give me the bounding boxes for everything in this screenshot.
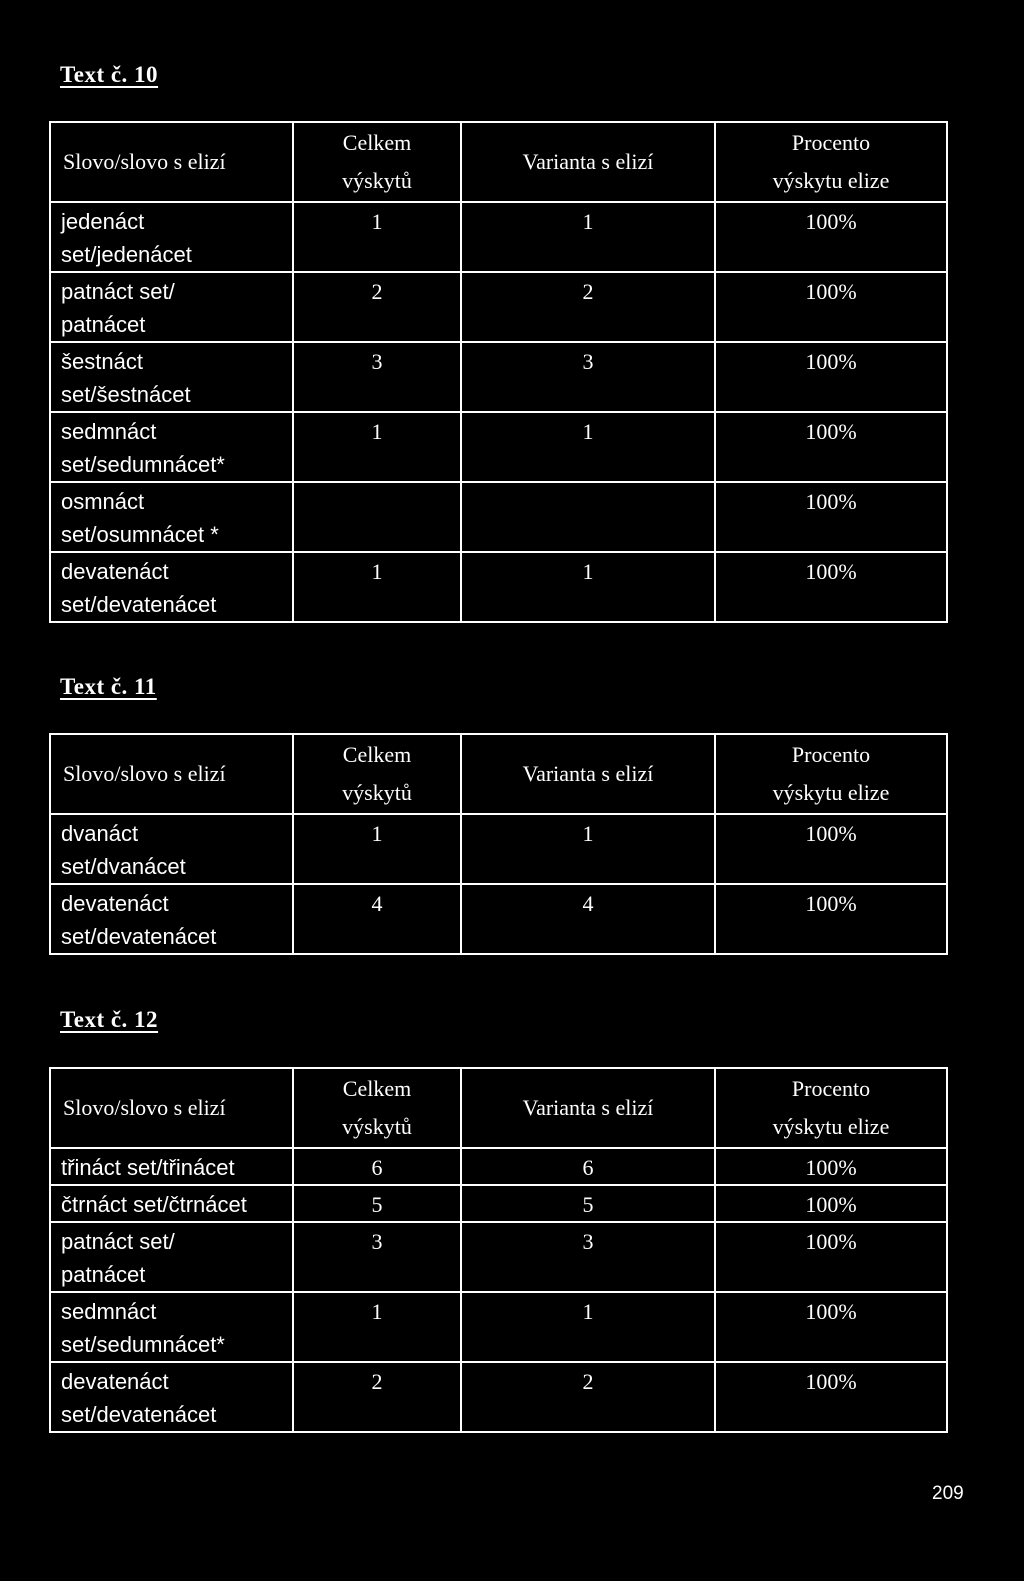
- percent-cell: 100%: [715, 202, 947, 272]
- table-text-10: [49, 121, 948, 623]
- word-cell: devatenáct set/devatenácet: [50, 552, 293, 622]
- variant-cell: 5: [461, 1185, 715, 1222]
- table-row: [50, 1292, 947, 1362]
- header-variant: Varianta s elizí: [461, 1068, 715, 1148]
- word-cell: čtrnáct set/čtrnácet: [50, 1185, 293, 1222]
- word-cell: devatenáct set/devatenácet: [50, 884, 293, 954]
- word-cell: patnáct set/ patnácet: [50, 1222, 293, 1292]
- header-variant: Varianta s elizí: [461, 122, 715, 202]
- header-word: Slovo/slovo s elizí: [50, 122, 293, 202]
- section-heading-text-12: Text č. 12: [60, 1007, 159, 1032]
- total-cell: 2: [293, 1362, 461, 1432]
- total-cell: 2: [293, 272, 461, 342]
- variant-cell: [461, 482, 715, 552]
- variant-cell: 3: [461, 342, 715, 412]
- total-cell: 6: [293, 1148, 461, 1185]
- total-cell: 1: [293, 552, 461, 622]
- total-cell: 1: [293, 202, 461, 272]
- table-header-row: [50, 122, 947, 202]
- table-text-11: [49, 733, 948, 955]
- table-header-row: [50, 1068, 947, 1148]
- variant-cell: 2: [461, 272, 715, 342]
- percent-cell: 100%: [715, 1185, 947, 1222]
- table-row: [50, 272, 947, 342]
- word-cell: dvanáct set/dvanácet: [50, 814, 293, 884]
- table-row: [50, 342, 947, 412]
- total-cell: 1: [293, 1292, 461, 1362]
- word-cell: patnáct set/ patnácet: [50, 272, 293, 342]
- total-cell: 3: [293, 342, 461, 412]
- table-row: [50, 1362, 947, 1432]
- header-percent: Procento výskytu elize: [715, 734, 947, 814]
- word-cell: devatenáct set/devatenácet: [50, 1362, 293, 1432]
- table-header-row: [50, 734, 947, 814]
- table-row: [50, 552, 947, 622]
- header-total: Celkem výskytů: [293, 734, 461, 814]
- total-cell: [293, 482, 461, 552]
- variant-cell: 2: [461, 1362, 715, 1432]
- variant-cell: 1: [461, 1292, 715, 1362]
- table-row: [50, 202, 947, 272]
- total-cell: 5: [293, 1185, 461, 1222]
- header-total: Celkem výskytů: [293, 122, 461, 202]
- table-row: [50, 814, 947, 884]
- percent-cell: 100%: [715, 342, 947, 412]
- total-cell: 3: [293, 1222, 461, 1292]
- variant-cell: 1: [461, 202, 715, 272]
- variant-cell: 3: [461, 1222, 715, 1292]
- total-cell: 4: [293, 884, 461, 954]
- table-text-12: [49, 1067, 948, 1433]
- percent-cell: 100%: [715, 814, 947, 884]
- percent-cell: 100%: [715, 884, 947, 954]
- header-percent: Procento výskytu elize: [715, 122, 947, 202]
- percent-cell: 100%: [715, 482, 947, 552]
- word-cell: jedenáct set/jedenácet: [50, 202, 293, 272]
- total-cell: 1: [293, 814, 461, 884]
- section-heading-text-10: Text č. 10: [60, 62, 159, 87]
- header-percent: Procento výskytu elize: [715, 1068, 947, 1148]
- word-cell: sedmnáct set/sedumnácet*: [50, 412, 293, 482]
- header-total: Celkem výskytů: [293, 1068, 461, 1148]
- table-row: [50, 1185, 947, 1222]
- page-number: 209: [932, 1483, 964, 1504]
- variant-cell: 6: [461, 1148, 715, 1185]
- header-word: Slovo/slovo s elizí: [50, 734, 293, 814]
- header-variant: Varianta s elizí: [461, 734, 715, 814]
- word-cell: šestnáct set/šestnácet: [50, 342, 293, 412]
- table-row: [50, 1148, 947, 1185]
- table-row: [50, 412, 947, 482]
- total-cell: 1: [293, 412, 461, 482]
- variant-cell: 1: [461, 412, 715, 482]
- table-row: [50, 482, 947, 552]
- variant-cell: 1: [461, 814, 715, 884]
- percent-cell: 100%: [715, 1292, 947, 1362]
- percent-cell: 100%: [715, 1222, 947, 1292]
- word-cell: osmnáct set/osumnácet *: [50, 482, 293, 552]
- table-row: [50, 884, 947, 954]
- percent-cell: 100%: [715, 1362, 947, 1432]
- table-row: [50, 1222, 947, 1292]
- percent-cell: 100%: [715, 552, 947, 622]
- variant-cell: 1: [461, 552, 715, 622]
- variant-cell: 4: [461, 884, 715, 954]
- word-cell: třináct set/třinácet: [50, 1148, 293, 1185]
- percent-cell: 100%: [715, 1148, 947, 1185]
- header-word: Slovo/slovo s elizí: [50, 1068, 293, 1148]
- word-cell: sedmnáct set/sedumnácet*: [50, 1292, 293, 1362]
- section-heading-text-11: Text č. 11: [60, 674, 157, 699]
- percent-cell: 100%: [715, 412, 947, 482]
- percent-cell: 100%: [715, 272, 947, 342]
